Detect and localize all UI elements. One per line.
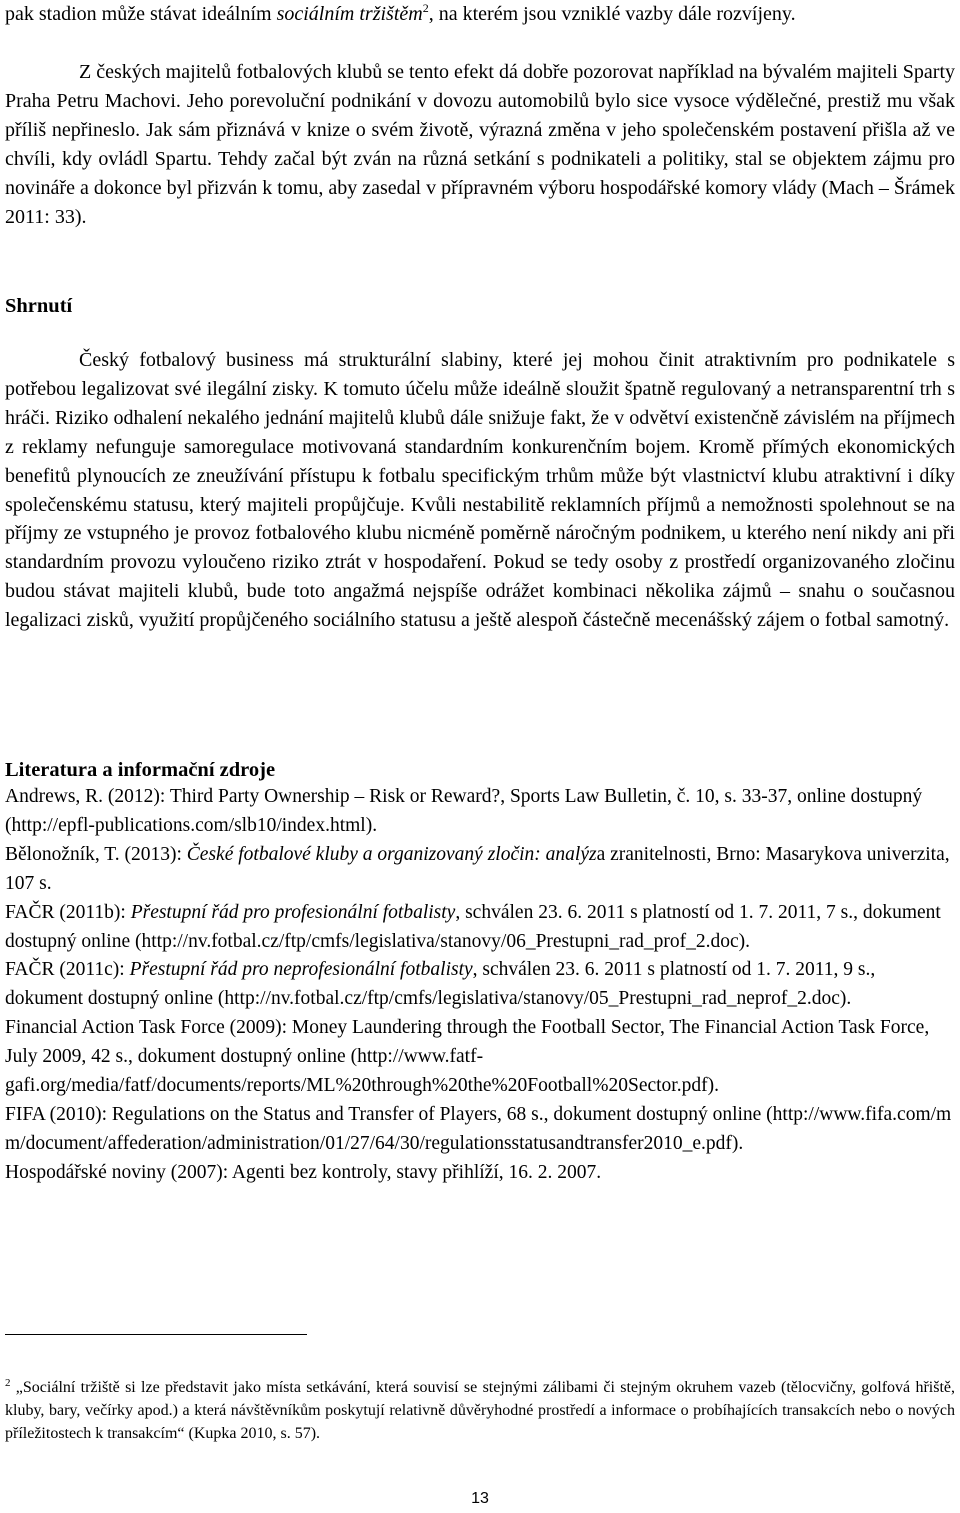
summary-paragraph: Český fotbalový business má strukturální slabiny, které jej mohou činit atraktivním pro podnikatele s potřebou legalizovat své ilegální zisky. K tomuto účelu může ideálně sloužit špatně regulovaný a netransparentní trh s hráči. Riziko odhalení nekalého jednání majitelů klubů dále snižuje fakt, že v odvětví existenčně závislém na příjmech z reklamy nefunguje samoregulace motivovaná standardním konkurenčním bojem. Kromě přímých ekonomických benefitů plynoucích ze zneužívání přístupu k fotbalu specifickým trhům může být vlastnictví klubu atraktivní i díky společenskému statusu, který majiteli propůjčuje. Kvůli nestabilitě reklamních příjmů a nemožnosti spolehnout se na příjmy ze vstupného je provoz fotbalového klubu nicméně poměrně náročným podnikem, u kterého není nikdy ani při standardním provozu vyloučeno riziko ztrát v hospodaření. Pokud se tedy osoby z prostředí organizovaného zločinu budou stávat majiteli klubů, bude toto angažmá nejspíše odrážet kombinaci několika zájmů – snahu o současnou legalizaci zisků, využití propůjčeného sociálního statusu a ještě alespoň částečně mecenášský zájem o fotbal samotný. [5,349,955,632]
reference-item: FAČR (2011b): Přestupní řád pro profesionální fotbalisty, schválen 23. 6. 2011 s platností od 1. 7. 2011, 7 s., dokument dostupný online (http://nv.fotbal.cz/ftp/cmfs/legislativa/stanovy/06_Prestupni_rad_prof_2.doc). [5,901,941,952]
footnote-number: 2 [5,1377,11,1389]
reference-item: Andrews, R. (2012): Third Party Ownership – Risk or Reward?, Sports Law Bulletin, č. 10, s. 33-37, online dostupný (http://epfl-publications.com/slb10/index.html). [5,786,923,836]
reference-item: Hospodářské noviny (2007): Agenti bez kontroly, stavy přihlíží, 16. 2. 2007. [5,1161,602,1183]
reference-list [5,783,955,1188]
footnote [5,1376,955,1446]
text-span: , na kterém jsou vzniklé vazby dále rozvíjeny. [428,3,796,25]
footnote-divider [5,1334,307,1335]
section-heading-summary: Shrnutí [5,295,73,317]
footnote-text: „Sociální tržiště si lze představit jako místa setkávání, která souvisí se stejnými zálibami či stejným okruhem vazeb (tělocvičny, golfová hřiště, kluby, bary, večírky apod.) a která návštěvníkům poskytují relativně důvěryhodné prostředí a informace o probíhajících transakcích nebo o nových příležitostech k transakcím“ (Kupka 2010, s. 57). [5,1379,955,1443]
footnote-reference[interactable]: 2 [422,1,429,15]
reference-item: FIFA (2010): Regulations on the Status and Transfer of Players, 68 s., dokument dostupný online (http://www.fifa.com/mm/document/affederation/administration/01/27/64/30/regulationsstatusandtransfer2010_e.pdf). [5,1103,952,1154]
body-paragraph-continued [5,0,955,29]
text-span: pak stadion může stávat ideálním [5,3,277,25]
reference-item: Bělonožník, T. (2013): České fotbalové kluby a organizovaný zločin: analýza zranitelnosti, Brno: Masarykova univerzita, 107 s. [5,843,950,894]
reference-item: FAČR (2011c): Přestupní řád pro neprofesionální fotbalisty, schválen 23. 6. 2011 s platností od 1. 7. 2011, 9 s., dokument dostupný online (http://nv.fotbal.cz/ftp/cmfs/legislativa/stanovy/05_Prestupni_rad_neprof_2.doc). [5,959,876,1010]
reference-item: Financial Action Task Force (2009): Money Laundering through the Football Sector, The Financial Action Task Force, July 2009, 42 s., dokument dostupný online (http://www.fatf-gafi.org/media/fatf/documents/reports/ML%20through%20the%20Football%20Sector.pdf). [5,1017,930,1097]
section-heading-references: Literatura a informační zdroje [5,759,276,781]
page-number: 13 [471,1490,489,1507]
body-paragraph-mach: Z českých majitelů fotbalových klubů se tento efekt dá dobře pozorovat například na bývalém majiteli Sparty Praha Petru Machovi. Jeho porevoluční podnikání v dovozu automobilů bylo sice vysoce výdělečné, prestiž mu však příliš nepřineslo. Jak sám přiznává v knize o svém životě, výrazná změna v jeho společenském postavení přišla až ve chvíli, kdy ovládl Spartu. Tehdy začal být zván na různá setkání s podnikateli a politiky, stal se objektem zájmu pro novináře a dokonce byl přizván k tomu, aby zasedal v přípravném výboru hospodářské komory vlády (Mach – Šrámek 2011: 33). [5,61,955,228]
italic-term: sociálním tržištěm [276,3,423,25]
